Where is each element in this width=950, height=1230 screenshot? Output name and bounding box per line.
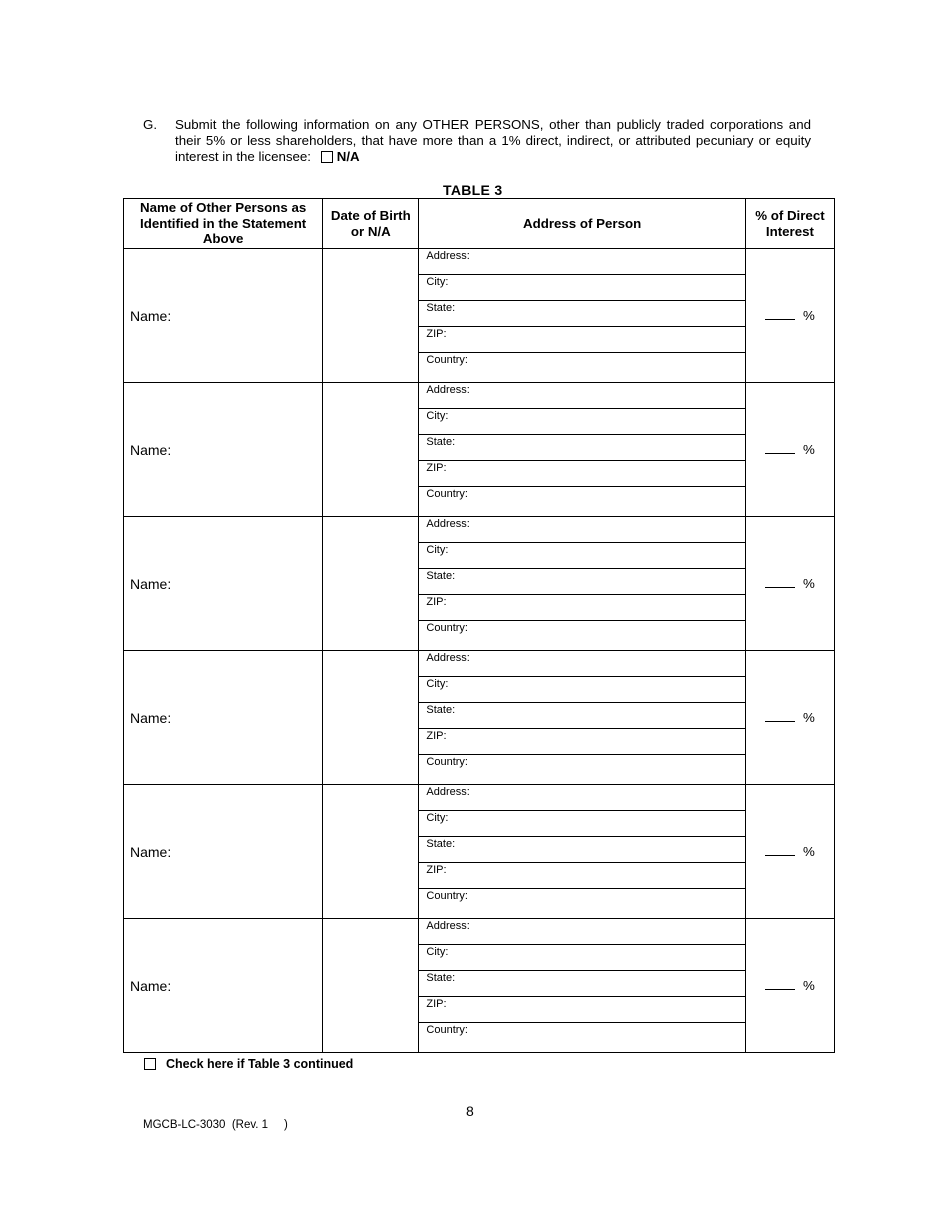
pct-cell xyxy=(745,383,834,517)
table-row xyxy=(124,785,835,919)
table-header-row xyxy=(124,199,835,249)
name-label: Name: xyxy=(130,977,172,994)
pct-blank[interactable] xyxy=(765,711,795,722)
name-cell[interactable] xyxy=(124,785,323,919)
address-cell xyxy=(419,517,745,651)
name-label: Name: xyxy=(130,843,172,860)
instruction-g xyxy=(143,117,811,165)
pct-cell xyxy=(745,517,834,651)
address-field-country[interactable]: Country: xyxy=(426,890,468,902)
continued-row xyxy=(144,1057,353,1071)
pct-symbol: % xyxy=(803,576,815,591)
dob-cell[interactable] xyxy=(323,785,419,919)
address-field-city[interactable]: City: xyxy=(419,811,744,837)
item-letter: G. xyxy=(143,117,158,132)
address-field-city[interactable]: City: xyxy=(419,677,744,703)
address-field-state[interactable]: State: xyxy=(419,569,744,595)
pct-symbol: % xyxy=(803,710,815,725)
pct-blank[interactable] xyxy=(765,979,795,990)
address-field-city[interactable]: City: xyxy=(419,275,744,301)
header-pct: % of Direct Interest xyxy=(745,199,834,249)
pct-cell xyxy=(745,785,834,919)
table-row xyxy=(124,651,835,785)
address-field-address[interactable]: Address: xyxy=(419,919,744,945)
address-field-zip[interactable]: ZIP: xyxy=(419,327,744,353)
address-cell xyxy=(419,919,745,1053)
name-cell[interactable] xyxy=(124,249,323,383)
table-row xyxy=(124,517,835,651)
address-field-address[interactable]: Address: xyxy=(419,651,744,677)
instruction-text-block xyxy=(175,117,811,165)
name-label: Name: xyxy=(130,307,172,324)
address-field-country[interactable]: Country: xyxy=(426,354,468,366)
address-field-city[interactable]: City: xyxy=(419,409,744,435)
header-dob: Date of Birth or N/A xyxy=(323,199,419,249)
address-field-city[interactable]: City: xyxy=(419,945,744,971)
address-field-state[interactable]: State: xyxy=(419,703,744,729)
pct-symbol: % xyxy=(803,442,815,457)
address-field-country[interactable]: Country: xyxy=(426,1024,468,1036)
pct-symbol: % xyxy=(803,978,815,993)
name-cell[interactable] xyxy=(124,383,323,517)
address-field-country[interactable]: Country: xyxy=(426,756,468,768)
address-field-address[interactable]: Address: xyxy=(419,517,744,543)
address-cell xyxy=(419,651,745,785)
address-field-state[interactable]: State: xyxy=(419,435,744,461)
pct-blank[interactable] xyxy=(765,309,795,320)
address-field-zip[interactable]: ZIP: xyxy=(419,863,744,889)
na-label: N/A xyxy=(336,149,360,164)
name-label: Name: xyxy=(130,441,172,458)
instruction-text: Submit the following information on any OTHER PERSONS, other than publicly traded corporations and their 5% or less shareholders, that have more than a 1% direct, indirect, or attributed pecuniary or equity interest in the licensee: xyxy=(175,117,811,164)
table-3 xyxy=(123,198,835,1053)
name-cell[interactable] xyxy=(124,517,323,651)
address-field-country[interactable]: Country: xyxy=(426,622,468,634)
address-field-country[interactable]: Country: xyxy=(426,488,468,500)
form-footer: MGCB-LC-3030 (Rev. 1 ) xyxy=(143,1119,288,1131)
address-field-zip[interactable]: ZIP: xyxy=(419,997,744,1023)
header-name: Name of Other Persons as Identified in the Statement Above xyxy=(124,199,323,249)
pct-cell xyxy=(745,249,834,383)
name-cell[interactable] xyxy=(124,651,323,785)
page-number: 8 xyxy=(466,1103,474,1119)
pct-blank[interactable] xyxy=(765,443,795,454)
address-field-state[interactable]: State: xyxy=(419,301,744,327)
address-cell xyxy=(419,249,745,383)
name-cell[interactable] xyxy=(124,919,323,1053)
address-field-zip[interactable]: ZIP: xyxy=(419,595,744,621)
continued-checkbox[interactable] xyxy=(144,1058,156,1070)
continued-label: Check here if Table 3 continued xyxy=(166,1057,354,1071)
table-row xyxy=(124,383,835,517)
name-label: Name: xyxy=(130,575,172,592)
pct-symbol: % xyxy=(803,308,815,323)
address-field-zip[interactable]: ZIP: xyxy=(419,461,744,487)
table-row xyxy=(124,249,835,383)
address-field-state[interactable]: State: xyxy=(419,837,744,863)
address-field-state[interactable]: State: xyxy=(419,971,744,997)
pct-blank[interactable] xyxy=(765,845,795,856)
address-cell xyxy=(419,383,745,517)
header-address: Address of Person xyxy=(419,199,745,249)
pct-cell xyxy=(745,651,834,785)
address-field-zip[interactable]: ZIP: xyxy=(419,729,744,755)
name-label: Name: xyxy=(130,709,172,726)
address-field-address[interactable]: Address: xyxy=(419,785,744,811)
table-caption: TABLE 3 xyxy=(443,182,503,198)
dob-cell[interactable] xyxy=(323,383,419,517)
pct-blank[interactable] xyxy=(765,577,795,588)
pct-symbol: % xyxy=(803,844,815,859)
address-field-city[interactable]: City: xyxy=(419,543,744,569)
na-checkbox[interactable] xyxy=(321,151,333,163)
address-field-address[interactable]: Address: xyxy=(419,249,744,275)
dob-cell[interactable] xyxy=(323,919,419,1053)
address-cell xyxy=(419,785,745,919)
dob-cell[interactable] xyxy=(323,517,419,651)
table-row xyxy=(124,919,835,1053)
pct-cell xyxy=(745,919,834,1053)
dob-cell[interactable] xyxy=(323,651,419,785)
dob-cell[interactable] xyxy=(323,249,419,383)
address-field-address[interactable]: Address: xyxy=(419,383,744,409)
